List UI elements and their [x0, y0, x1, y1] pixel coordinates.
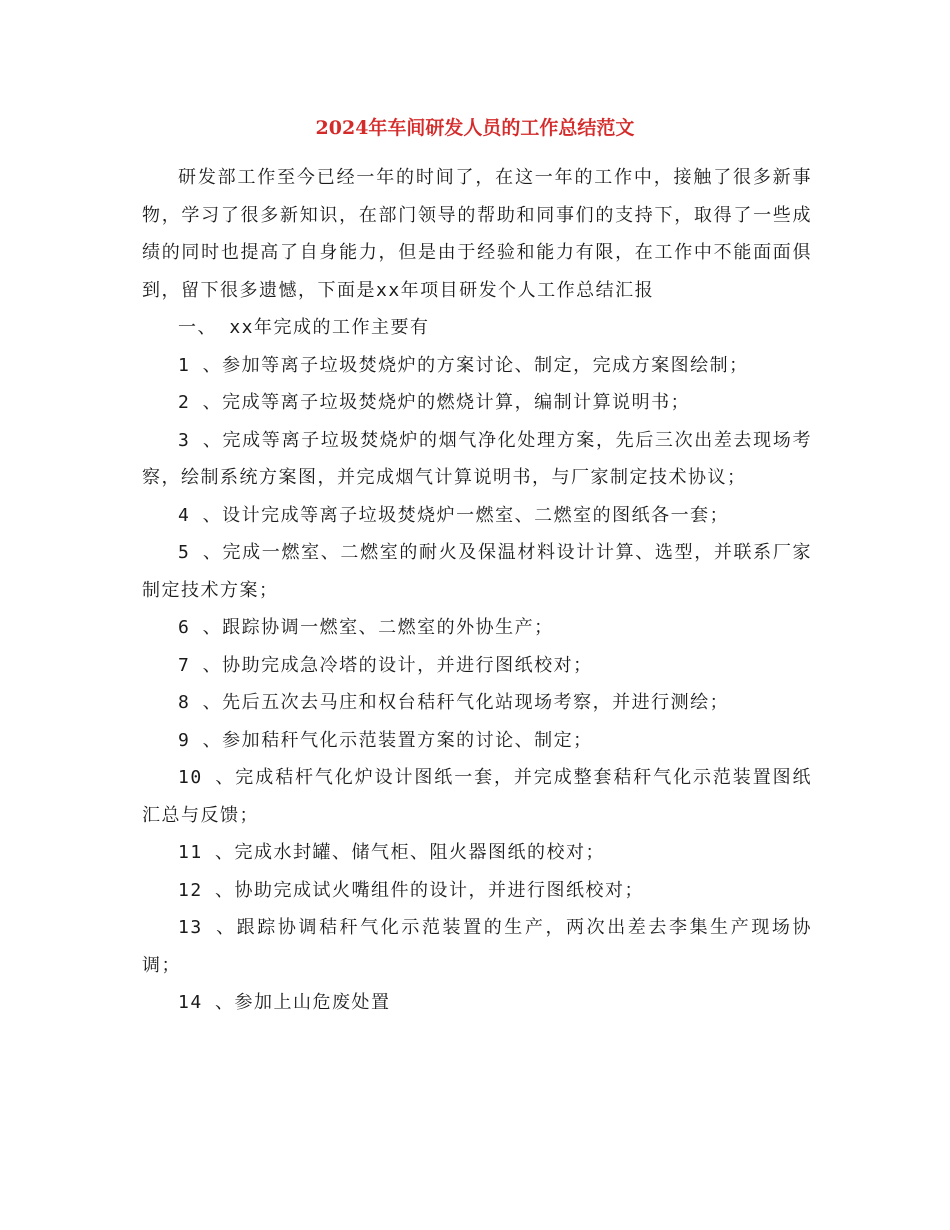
- list-item: 3 、完成等离子垃圾焚烧炉的烟气净化处理方案，先后三次出差去现场考察，绘制系统方案图，并完成烟气计算说明书，与厂家制定技术协议；: [142, 429, 812, 488]
- list-item: 7 、协助完成急冷塔的设计，并进行图纸校对；: [178, 654, 593, 676]
- list-item: 8 、先后五次去马庄和权台秸秆气化站现场考察，并进行测绘；: [178, 692, 730, 713]
- list-item: 5 、完成一燃室、二燃室的耐火及保温材料设计计算、选型，并联系厂家制定技术方案；: [142, 542, 812, 601]
- list-item: 11 、完成水封罐、储气柜、阻火器图纸的校对；: [178, 842, 606, 863]
- intro-paragraph: 研发部工作至今已经一年的时间了，在这一年的工作中，接触了很多新事物，学习了很多新知识，在部门领导的帮助和同事们的支持下，取得了一些成绩的同时也提高了自身能力，但是由于经验和能力有限，在工作中不能面面俱到，留下很多遗憾，下面是xx年项目研发个人工作总结汇报: [142, 167, 812, 301]
- document-body: [142, 159, 812, 1022]
- list-item: 10 、完成秸杆气化炉设计图纸一套，并完成整套秸秆气化示范装置图纸汇总与反馈；: [142, 767, 812, 826]
- list-item: 4 、设计完成等离子垃圾焚烧炉一燃室、二燃室的图纸各一套；: [178, 504, 730, 526]
- list-item: 2 、完成等离子垃圾焚烧炉的燃烧计算，编制计算说明书；: [178, 392, 691, 413]
- list-item: 9 、参加秸秆气化示范装置方案的讨论、制定；: [178, 729, 593, 751]
- list-item: 14 、参加上山危废处置: [178, 992, 391, 1013]
- list-item: 12 、协助完成试火嘴组件的设计，并进行图纸校对；: [178, 879, 645, 901]
- section-heading: 一、 xx年完成的工作主要有: [178, 317, 430, 338]
- document-title: 2024年车间研发人员的工作总结范文: [315, 117, 635, 139]
- list-item: 6 、跟踪协调一燃室、二燃室的外协生产；: [178, 617, 554, 638]
- list-item: 1 、参加等离子垃圾焚烧炉的方案讨论、制定，完成方案图绘制；: [178, 354, 749, 376]
- list-item: 13 、跟踪协调秸秆气化示范装置的生产，两次出差去李集生产现场协调；: [142, 917, 812, 976]
